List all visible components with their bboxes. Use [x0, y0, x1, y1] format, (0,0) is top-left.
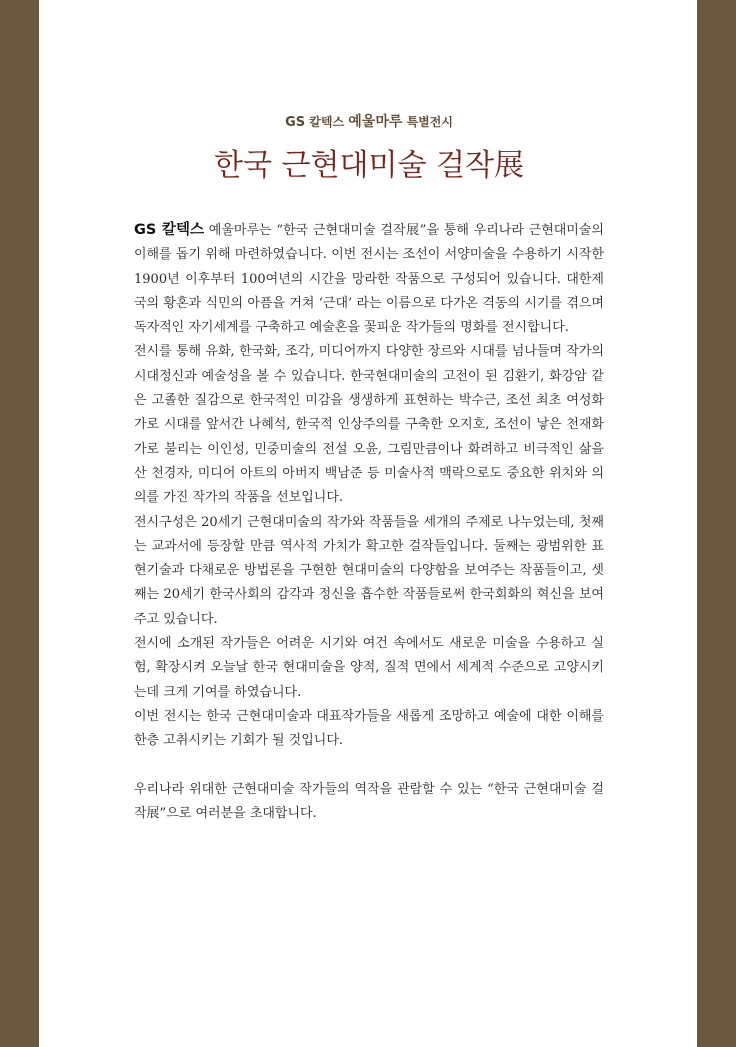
document-content [134, 112, 604, 826]
body-text [134, 218, 604, 826]
event-label: 특별전시 [406, 115, 453, 129]
brand-inline: GS 칼텍스 [134, 222, 205, 238]
brand-yeyul: 예울마루 [348, 114, 403, 130]
right-border [697, 0, 736, 1047]
page-title: 한국 근현대미술 걸작展 [214, 148, 524, 183]
paragraph-intro-text: 예울마루는 “한국 근현대미술 걸작展”을 통해 우리나라 근현대미술의 이해를 돕기 위해 마련하였습니다. 이번 전시는 조선이 서양미술을 수용하기 시작한 1900년 이후부터 100여년의 시간을 망라한 작품으로 구성되어 있습니다. 대한제국의 황혼과 식민의 아픔을 거쳐 ‘근대’ 라는 이름으로 다가온 격동의 시기를 겪으며 독자적인 자기세계를 구축하고 예술혼을 꽃피운 작가들의 명화를 전시합니다. [134, 223, 604, 336]
brand-caltex: 칼텍스 [309, 115, 345, 129]
paragraph-intro [134, 218, 604, 340]
brand-gs: GS [285, 115, 306, 130]
paragraph-spacer [134, 754, 604, 778]
paragraph-structure: 전시구성은 20세기 근현대미술의 작가와 작품들을 세개의 주제로 나누었는데, 첫째는 교과서에 등장할 만큼 역사적 가치가 확고한 걸작들입니다. 둘째는 광범위한 표현기술과 다채로운 방법론을 구현한 현대미술의 다양함을 보여주는 작품들이고, 셋째는 20세기 한국사회의 감각과 정신을 흡수한 작품들로써 한국회화의 혁신을 보여주고 있습니다. [134, 514, 604, 627]
left-border [0, 0, 39, 1047]
paragraph-opportunity: 이번 전시는 한국 근현대미술과 대표작가들을 새롭게 조망하고 예술에 대한 이해를 한층 고취시키는 기회가 될 것입니다. [134, 708, 604, 749]
event-subtitle [134, 112, 604, 132]
paragraph-contribution: 전시에 소개된 작가들은 어려운 시기와 여건 속에서도 새로운 미술을 수용하고 실험, 확장시켜 오늘날 한국 현대미술을 양적, 질적 면에서 세계적 수준으로 고양시키는데 크게 기여를 하였습니다. [134, 636, 604, 700]
paragraph-artists: 전시를 통해 유화, 한국화, 조각, 미디어까지 다양한 장르와 시대를 넘나들며 작가의 시대정신과 예술성을 볼 수 있습니다. 한국현대미술의 고전이 된 김환기, 화강암 같은 고졸한 질감으로 한국적인 미감을 생생하게 표현하는 박수근, 조선 최초 여성화가로 시대를 앞서간 나혜석, 한국적 인상주의를 구축한 오지호, 조선이 낳은 천재화가로 불리는 이인성, 민중미술의 전설 오윤, 그림만큼이나 화려하고 비극적인 삶을 산 천경자, 미디어 아트의 아버지 백남준 등 미술사적 맥락으로도 중요한 위치와 의의를 가진 작가의 작품을 선보입니다. [134, 344, 604, 506]
paragraph-closing: 우리나라 위대한 근현대미술 작가들의 역작을 관람할 수 있는 “한국 근현대미술 걸작展”으로 여러분을 초대합니다. [134, 781, 604, 821]
